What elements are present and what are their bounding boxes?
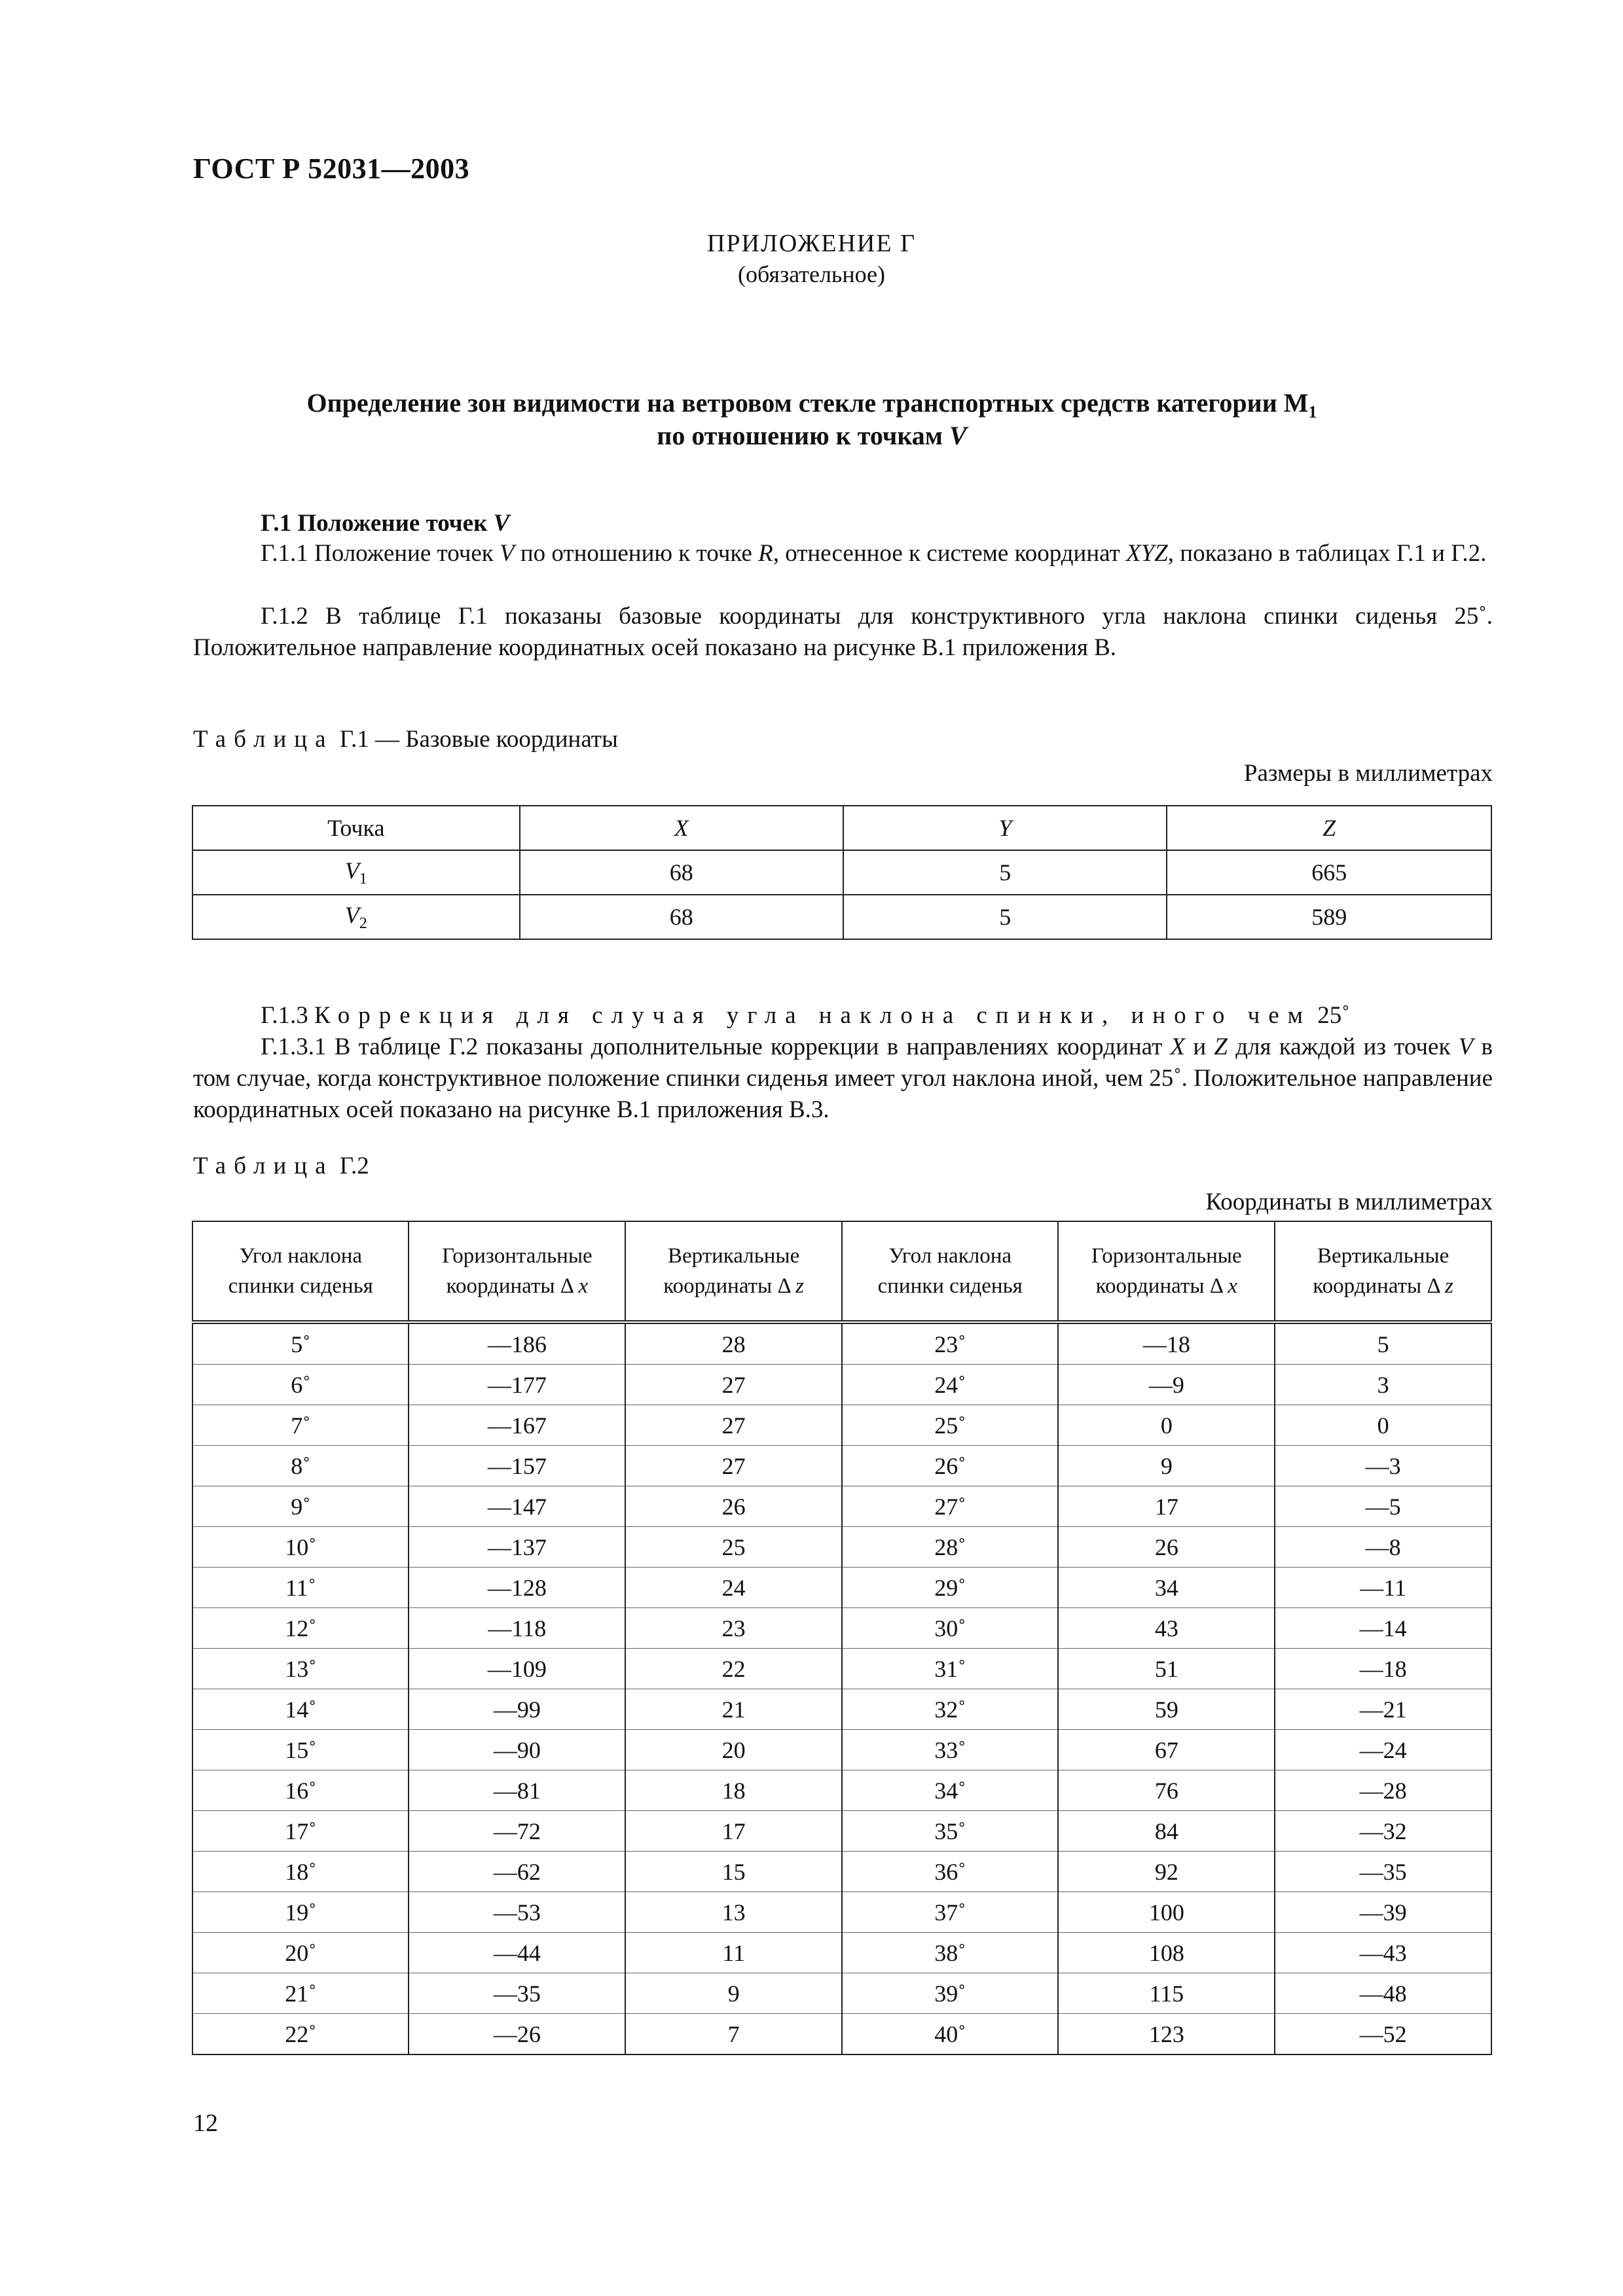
table-cell: 51 (1058, 1649, 1275, 1689)
table-cell: 16˚ (192, 1770, 409, 1811)
table-cell: 7˚ (192, 1405, 409, 1446)
paragraph-text: Г.1.1 Положение точек (261, 540, 500, 567)
main-title-line-2 (196, 419, 1427, 453)
table-cell: 22 (625, 1649, 842, 1689)
paragraph-text: для каждой из точек (1227, 1033, 1459, 1060)
table-cell: 29˚ (842, 1568, 1058, 1608)
table-cell: —90 (409, 1730, 625, 1770)
table-cell: —35 (409, 1973, 625, 2014)
paragraph-g1-2 (193, 601, 1493, 664)
table-cell: —72 (409, 1811, 625, 1852)
section-heading-g1 (261, 509, 509, 537)
table-cell: 13 (625, 1892, 842, 1933)
table-cell: 20 (625, 1730, 842, 1770)
header-italic: x (1228, 1274, 1238, 1298)
table-cell: 21 (625, 1689, 842, 1730)
table-row (192, 1568, 1491, 1608)
subsection-number: Г.1.3 (261, 1002, 314, 1029)
table-cell: —9 (1058, 1365, 1275, 1405)
main-title-subscript: 1 (1308, 403, 1317, 422)
table-cell: 25 (625, 1527, 842, 1568)
paragraph-text: в том случае, когда конструктивное положение спинки сиденья имеет угол наклона иной, чем 25˚. Положительное направление координатных осей показано на рисунке В.1 приложения В.3. (193, 1033, 1493, 1123)
table-cell: 9 (1058, 1446, 1275, 1486)
table-1-units: Размеры в миллиметрах (1243, 760, 1493, 787)
table-cell: 27 (625, 1405, 842, 1446)
table-cell: 665 (1167, 850, 1491, 895)
table-header-row (192, 1221, 1491, 1322)
table-cell: 100 (1058, 1892, 1275, 1933)
main-title-line-2-text: по отношению к точкам (657, 421, 950, 450)
header-italic: x (578, 1274, 589, 1298)
table-cell: 34 (1058, 1568, 1275, 1608)
paragraph-italic: R (758, 540, 773, 567)
table-row (192, 1527, 1491, 1568)
table-cell: 28 (625, 1322, 842, 1365)
table-cell: —18 (1275, 1649, 1491, 1689)
table-cell: 6˚ (192, 1365, 409, 1405)
table-cell: —5 (1275, 1486, 1491, 1527)
table-row (192, 1649, 1491, 1689)
table-row (192, 1811, 1491, 1852)
table-cell: 24 (625, 1568, 842, 1608)
point-subscript: 1 (359, 870, 367, 888)
table-cell: 589 (1167, 895, 1491, 939)
table-cell: 17 (1058, 1486, 1275, 1527)
table-cell: 0 (1058, 1405, 1275, 1446)
header-line: Вертикальные (667, 1244, 800, 1268)
table-2-body (192, 1322, 1491, 2054)
table-cell: —21 (1275, 1689, 1491, 1730)
table-row (192, 1486, 1491, 1527)
main-title-line-2-italic: V (949, 421, 967, 450)
table-cell: —157 (409, 1446, 625, 1486)
table-header-cell (192, 1221, 409, 1322)
table-cell: 26˚ (842, 1446, 1058, 1486)
table-cell: —99 (409, 1689, 625, 1730)
table-cell: 10˚ (192, 1527, 409, 1568)
table-cell: 108 (1058, 1933, 1275, 1973)
appendix-status: (обязательное) (738, 261, 885, 287)
table-cell: —81 (409, 1770, 625, 1811)
table-caption-label: Таблица (193, 726, 334, 753)
table-row (192, 1933, 1491, 1973)
table-header-cell: Точка (192, 806, 520, 850)
table-cell: 123 (1058, 2014, 1275, 2055)
table-cell: 31˚ (842, 1649, 1058, 1689)
table-header-cell (843, 806, 1167, 850)
table-cell: 23˚ (842, 1322, 1058, 1365)
table-row (192, 1730, 1491, 1770)
table-cell: 0 (1275, 1405, 1491, 1446)
table-cell: —39 (1275, 1892, 1491, 1933)
paragraph-text: и (1185, 1033, 1214, 1060)
table-cell: 20˚ (192, 1933, 409, 1973)
table-cell: —147 (409, 1486, 625, 1527)
table-cell: 7 (625, 2014, 842, 2055)
table-cell: —48 (1275, 1973, 1491, 2014)
table-cell: 15˚ (192, 1730, 409, 1770)
table-row (192, 1608, 1491, 1649)
table-cell: —26 (409, 2014, 625, 2055)
paragraph-text: Г.1.3.1 В таблице Г.2 показаны дополнительные коррекции в направлениях координат (261, 1033, 1171, 1060)
header-line: спинки сиденья (877, 1274, 1023, 1298)
table-cell: 36˚ (842, 1852, 1058, 1892)
table-cell: 59 (1058, 1689, 1275, 1730)
header-line: Горизонтальные (1091, 1244, 1242, 1268)
header-italic: z (795, 1274, 804, 1298)
paragraph-text: Г.1.2 В таблице Г.1 показаны базовые координаты для конструктивного угла наклона спинки сиденья 25˚. Положительное направление координатных осей показано на рисунке В.1 приложения В. (193, 603, 1493, 661)
point-subscript: 2 (359, 915, 367, 933)
table-caption-text: Г.1 — Базовые координаты (333, 726, 618, 753)
table-cell: 34˚ (842, 1770, 1058, 1811)
table-cell: 92 (1058, 1852, 1275, 1892)
table-cell: 9 (625, 1973, 842, 2014)
table-cell: —167 (409, 1405, 625, 1446)
table-header-cell (409, 1221, 625, 1322)
table-row (192, 1892, 1491, 1933)
table-cell: 3 (1275, 1365, 1491, 1405)
table-cell: 38˚ (842, 1933, 1058, 1973)
header-line: спинки сиденья (228, 1274, 373, 1298)
table-cell: 18˚ (192, 1852, 409, 1892)
table-cell: 24˚ (842, 1365, 1058, 1405)
table-cell: 22˚ (192, 2014, 409, 2055)
table-cell: —14 (1275, 1608, 1491, 1649)
table-header-cell (520, 806, 843, 850)
table-cell: —35 (1275, 1852, 1491, 1892)
table-cell: 39˚ (842, 1973, 1058, 2014)
table-cell: 5˚ (192, 1322, 409, 1365)
header-line: координаты Δ (446, 1274, 579, 1298)
table-cell: 68 (520, 895, 843, 939)
table-cell: 33˚ (842, 1730, 1058, 1770)
section-heading-italic: V (493, 510, 510, 537)
table-cell: 13˚ (192, 1649, 409, 1689)
page-number: 12 (193, 2109, 218, 2137)
header-line: Вертикальные (1317, 1244, 1450, 1268)
paragraph-text: по отношению к точке (514, 540, 759, 567)
table-cell: 5 (843, 850, 1167, 895)
table-cell: 27 (625, 1365, 842, 1405)
header-line: Угол наклона (888, 1244, 1012, 1268)
table-cell: —18 (1058, 1322, 1275, 1365)
header-line: координаты Δ (1313, 1274, 1446, 1298)
document-id-header: ГОСТ Р 52031—2003 (193, 152, 470, 185)
table-row (192, 1446, 1491, 1486)
table-row (192, 1973, 1491, 2014)
paragraph-italic: X (1170, 1033, 1186, 1060)
header-line: координаты Δ (1095, 1274, 1228, 1298)
table-header-cell (842, 1221, 1058, 1322)
table-cell: 115 (1058, 1973, 1275, 2014)
table-row (192, 1852, 1491, 1892)
table-row (192, 850, 1491, 895)
table-header-italic: X (674, 815, 689, 841)
table-header-cell (625, 1221, 842, 1322)
table-cell: —177 (409, 1365, 625, 1405)
table-cell: 26 (1058, 1527, 1275, 1568)
table-2-corrections (192, 1221, 1492, 2055)
table-cell: 18 (625, 1770, 842, 1811)
paragraph-italic: V (500, 540, 515, 567)
paragraph-g1-3 (193, 1000, 1493, 1126)
table-row (192, 1689, 1491, 1730)
paragraph-g1-1 (193, 538, 1493, 569)
subsection-heading: Коррекция для случая угла наклона спинки, иного чем (314, 1002, 1312, 1029)
table-cell: —28 (1275, 1770, 1491, 1811)
table-cell: 28˚ (842, 1527, 1058, 1568)
table-cell: 17 (625, 1811, 842, 1852)
table-cell: —128 (409, 1568, 625, 1608)
paragraph-italic: V (1458, 1033, 1474, 1060)
table-row (192, 1322, 1491, 1365)
table-row (192, 895, 1491, 939)
table-cell: —137 (409, 1527, 625, 1568)
table-cell: —11 (1275, 1568, 1491, 1608)
table-cell: 27˚ (842, 1486, 1058, 1527)
table-cell (192, 850, 520, 895)
table-1-base-coordinates (192, 805, 1492, 940)
paragraph-text: , показано в таблицах Г.1 и Г.2. (1167, 540, 1487, 567)
table-2-caption (193, 1152, 369, 1180)
table-cell: —8 (1275, 1527, 1491, 1568)
table-cell: —62 (409, 1852, 625, 1892)
header-italic: z (1445, 1274, 1453, 1298)
table-cell: 17˚ (192, 1811, 409, 1852)
table-cell: —186 (409, 1322, 625, 1365)
table-cell: 21˚ (192, 1973, 409, 2014)
table-cell: —32 (1275, 1811, 1491, 1852)
table-row (192, 1365, 1491, 1405)
table-cell: —53 (409, 1892, 625, 1933)
table-row (192, 1770, 1491, 1811)
table-caption-text: Г.2 (333, 1153, 369, 1179)
table-cell: 30˚ (842, 1608, 1058, 1649)
header-line: Горизонтальные (442, 1244, 593, 1268)
table-cell: 5 (843, 895, 1167, 939)
table-cell: —109 (409, 1649, 625, 1689)
table-cell: 32˚ (842, 1689, 1058, 1730)
table-header-italic: Z (1322, 815, 1336, 841)
subsection-heading-tail: 25˚ (1311, 1002, 1350, 1029)
table-cell: 19˚ (192, 1892, 409, 1933)
table-cell: 27 (625, 1446, 842, 1486)
table-cell: 67 (1058, 1730, 1275, 1770)
paragraph-italic: XYZ (1126, 540, 1168, 567)
header-line: координаты Δ (663, 1274, 796, 1298)
table-cell: —118 (409, 1608, 625, 1649)
table-cell: 15 (625, 1852, 842, 1892)
table-cell: —3 (1275, 1446, 1491, 1486)
table-cell: 76 (1058, 1770, 1275, 1811)
table-header-row (192, 806, 1491, 850)
table-cell (192, 895, 520, 939)
table-header-cell (1167, 806, 1491, 850)
point-label: V (344, 857, 359, 884)
table-cell: —43 (1275, 1933, 1491, 1973)
table-cell: 68 (520, 850, 843, 895)
table-cell: 35˚ (842, 1811, 1058, 1852)
table-cell: 14˚ (192, 1689, 409, 1730)
table-cell: —24 (1275, 1730, 1491, 1770)
table-header-cell (1058, 1221, 1275, 1322)
table-cell: 8˚ (192, 1446, 409, 1486)
table-cell: 23 (625, 1608, 842, 1649)
table-cell: 84 (1058, 1811, 1275, 1852)
table-2-units: Координаты в миллиметрах (1205, 1189, 1493, 1215)
table-cell: —44 (409, 1933, 625, 1973)
point-label: V (344, 901, 359, 928)
main-title-text: Определение зон видимости на ветровом стекле транспортных средств категории М (306, 388, 1309, 418)
table-cell: 40˚ (842, 2014, 1058, 2055)
table-header-cell (1275, 1221, 1491, 1322)
table-cell: 11 (625, 1933, 842, 1973)
paragraph-italic: Z (1214, 1033, 1228, 1060)
table-cell: 37˚ (842, 1892, 1058, 1933)
header-line: Угол наклона (239, 1244, 363, 1268)
paragraph-text: , отнесенное к системе координат (773, 540, 1127, 567)
table-cell: —52 (1275, 2014, 1491, 2055)
table-cell: 11˚ (192, 1568, 409, 1608)
table-row (192, 2014, 1491, 2055)
section-heading-text: Г.1 Положение точек (261, 510, 494, 537)
table-cell: 25˚ (842, 1405, 1058, 1446)
appendix-title: ПРИЛОЖЕНИЕ Г (706, 230, 917, 257)
table-row (192, 1405, 1491, 1446)
table-caption-label: Таблица (193, 1153, 334, 1179)
table-cell: 5 (1275, 1322, 1491, 1365)
table-cell: 9˚ (192, 1486, 409, 1527)
table-cell: 12˚ (192, 1608, 409, 1649)
table-header-italic: Y (998, 815, 1012, 841)
table-cell: 43 (1058, 1608, 1275, 1649)
table-cell: 26 (625, 1486, 842, 1527)
table-1-caption (193, 725, 618, 753)
